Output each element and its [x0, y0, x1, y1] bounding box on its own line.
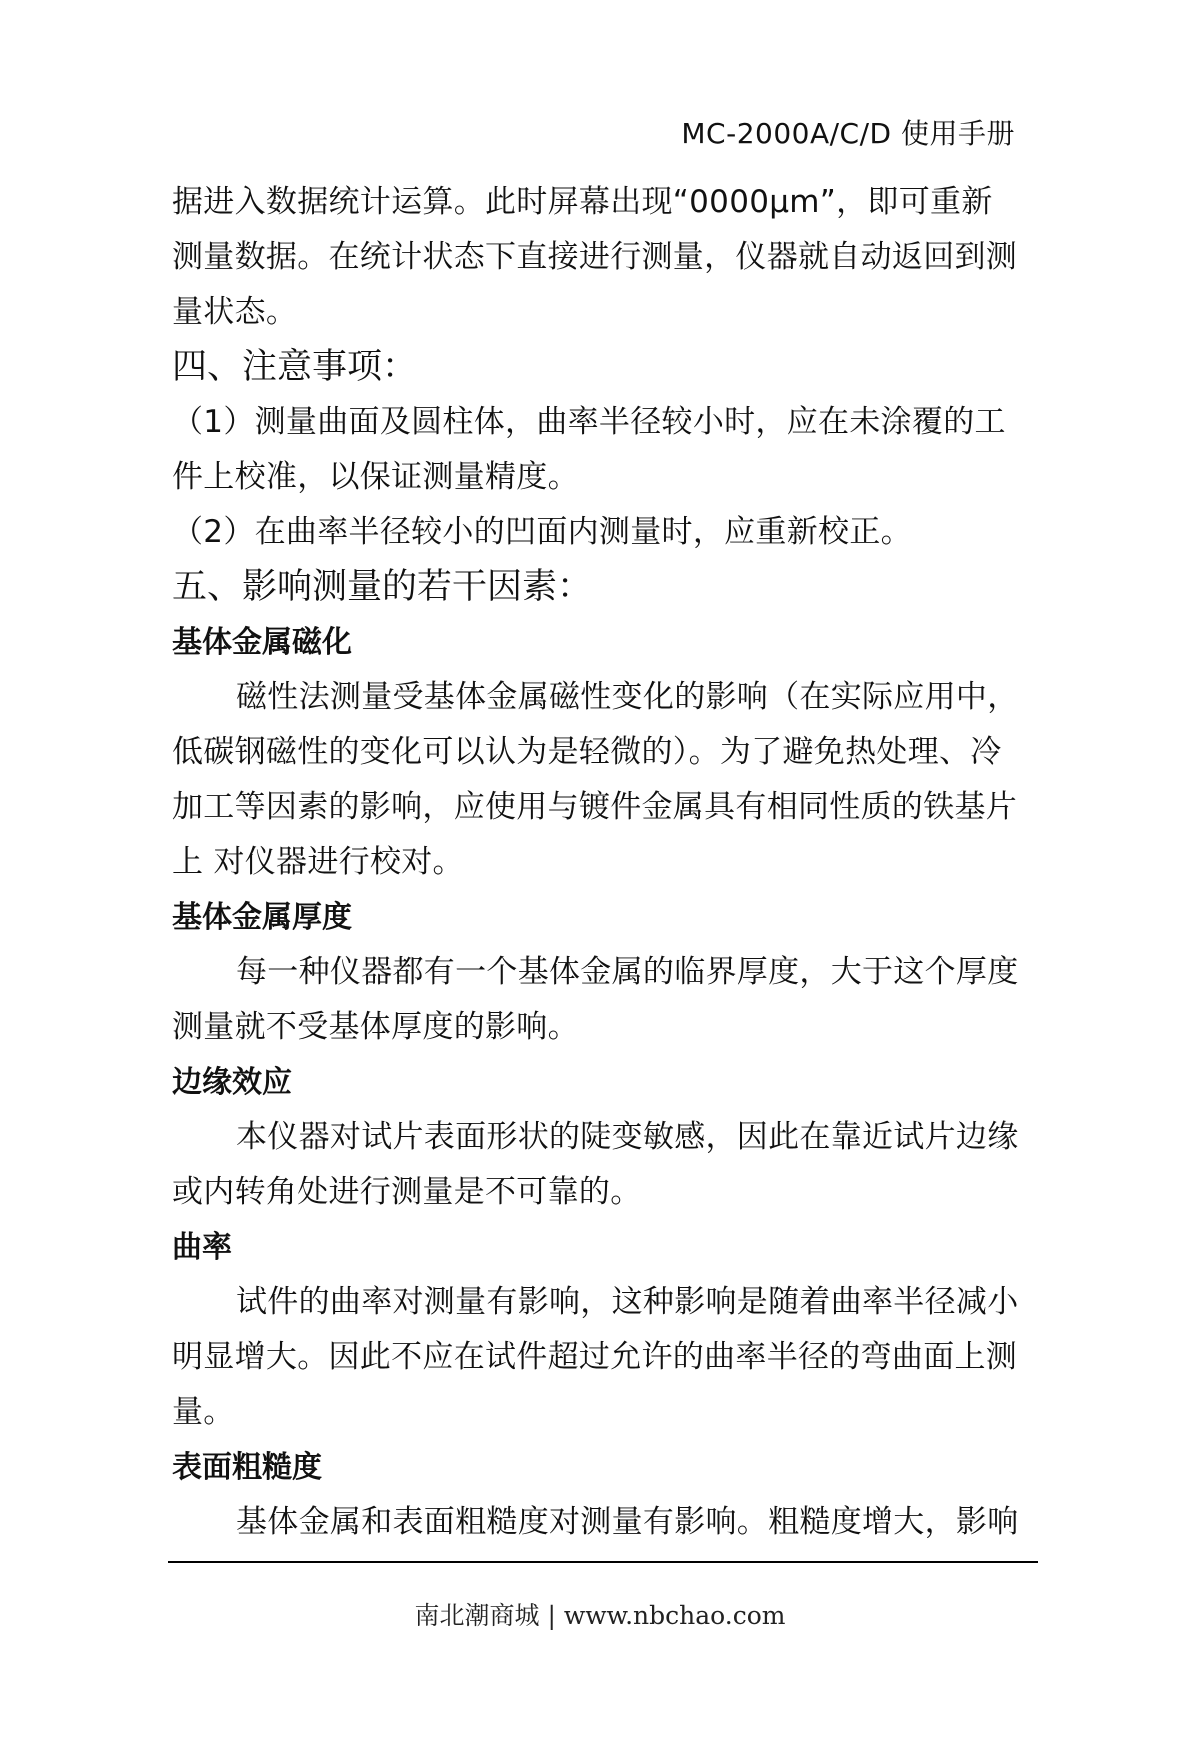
section-title: 五、影响测量的若干因素： — [172, 567, 593, 607]
body-line: 明显增大。因此不应在试件超过允许的曲率半径的弯曲面上测 — [172, 1339, 1018, 1375]
body-line: 测量数据。在统计状态下直接进行测量，仪器就自动返回到测 — [172, 239, 1018, 275]
factor-heading: 曲率 — [172, 1230, 232, 1265]
note-line: 件上校准，以保证测量精度。 — [172, 459, 579, 495]
body-line: 测量就不受基体厚度的影响。 — [172, 1009, 579, 1045]
page-header: MC-2000A/C/D 使用手册 — [681, 117, 1015, 150]
body-line: 本仪器对试片表面形状的陡变敏感，因此在靠近试片边缘 — [236, 1119, 1019, 1155]
body-line: 基体金属和表面粗糙度对测量有影响。粗糙度增大，影响 — [236, 1504, 1019, 1540]
body-line: 量。 — [172, 1394, 235, 1430]
body-line: 量状态。 — [172, 294, 298, 330]
body-line: 上 对仪器进行校对。 — [172, 844, 464, 880]
body-line: 低碳钢磁性的变化可以认为是轻微的）。为了避免热处理、冷 — [172, 734, 1002, 770]
factor-heading: 基体金属磁化 — [172, 625, 352, 660]
body-line: 或内转角处进行测量是不可靠的。 — [172, 1174, 642, 1210]
factor-heading: 基体金属厚度 — [172, 900, 352, 935]
section-title: 四、注意事项： — [172, 347, 418, 387]
page-content — [172, 175, 1032, 1550]
note-line: （2）在曲率半径较小的凹面内测量时，应重新校正。 — [172, 514, 912, 550]
factor-heading: 边缘效应 — [172, 1065, 292, 1100]
page-footer: 南北潮商城 | www.nbchao.com — [414, 1601, 786, 1630]
body-line: 磁性法测量受基体金属磁性变化的影响（在实际应用中， — [236, 679, 1019, 715]
factor-heading: 表面粗糙度 — [172, 1450, 322, 1485]
body-line: 每一种仪器都有一个基体金属的临界厚度，大于这个厚度 — [236, 954, 1019, 990]
body-line: 据进入数据统计运算。此时屏幕出现“0000μm”，即可重新 — [172, 184, 993, 220]
note-line: （1）测量曲面及圆柱体，曲率半径较小时，应在未涂覆的工 — [172, 404, 1006, 440]
footer-divider — [168, 1561, 1038, 1563]
body-line: 试件的曲率对测量有影响，这种影响是随着曲率半径减小 — [236, 1284, 1019, 1320]
body-line: 加工等因素的影响，应使用与镀件金属具有相同性质的铁基片 — [172, 789, 1018, 825]
